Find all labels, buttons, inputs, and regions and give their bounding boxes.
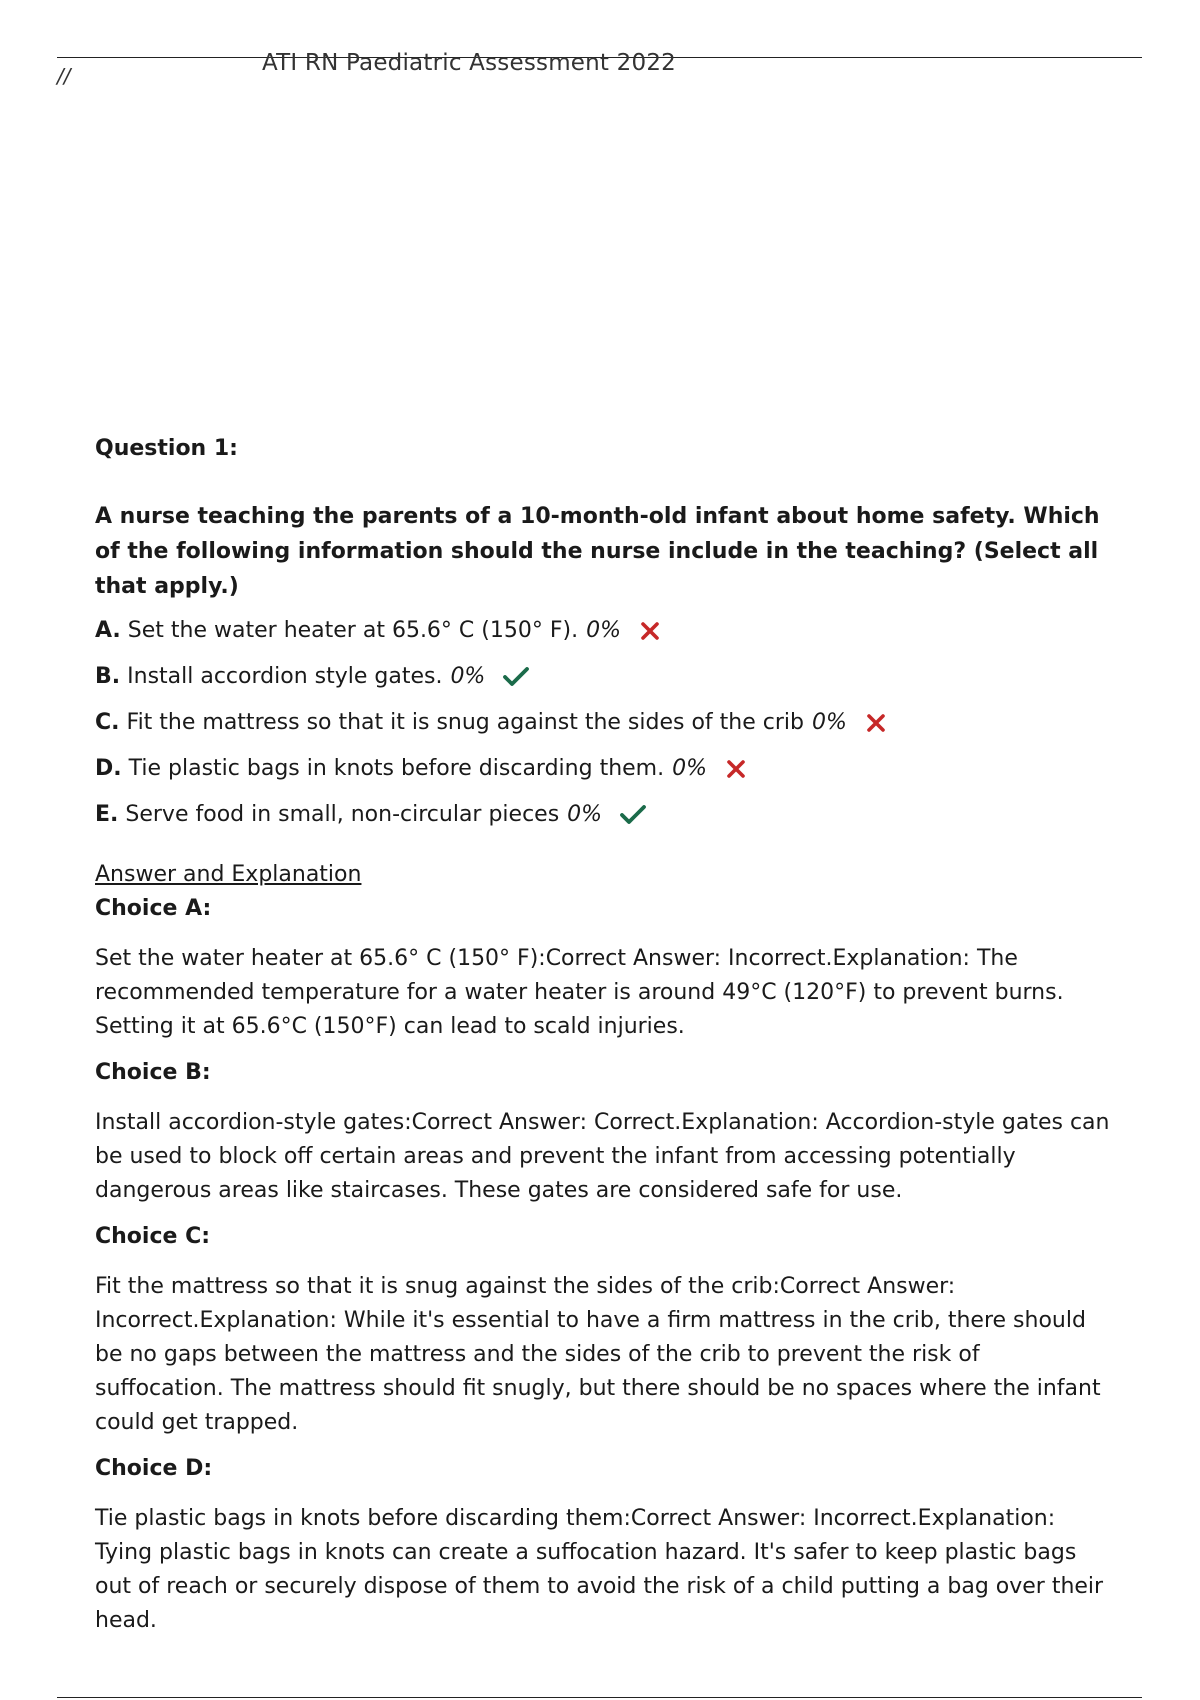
cross-icon bbox=[637, 618, 663, 644]
option-percent: 0% bbox=[672, 756, 707, 781]
option-c bbox=[95, 708, 1115, 738]
footer-rule bbox=[57, 1697, 1142, 1698]
document-title: ATI RN Paediatric Assessment 2022 bbox=[262, 50, 676, 76]
option-percent: 0% bbox=[450, 664, 486, 689]
option-letter: E. bbox=[95, 802, 119, 827]
choice-b-title: Choice B: bbox=[95, 1060, 211, 1085]
choice-c-title: Choice C: bbox=[95, 1224, 211, 1249]
options-list bbox=[95, 616, 1115, 830]
option-letter: B. bbox=[95, 664, 121, 689]
check-icon bbox=[618, 802, 644, 828]
option-text: Set the water heater at 65.6° C (150° F). bbox=[127, 618, 579, 643]
choice-b-text: Install accordion-style gates:Correct Answer: Correct.Explanation: Accordion-style gates can be used to block off certain areas and prevent the infant from accessing potentially dangerous areas like staircases. These gates are considered safe for use. bbox=[95, 1110, 1110, 1203]
option-text: Tie plastic bags in knots before discarding them. bbox=[128, 756, 665, 781]
cross-icon bbox=[723, 756, 749, 782]
option-b bbox=[95, 662, 1115, 692]
question-label: Question 1: bbox=[95, 436, 238, 461]
option-text: Install accordion style gates. bbox=[127, 664, 443, 689]
cross-icon bbox=[863, 710, 889, 736]
answer-heading: Answer and Explanation bbox=[95, 862, 362, 887]
choice-d-title: Choice D: bbox=[95, 1456, 213, 1481]
option-text: Serve food in small, non-circular pieces bbox=[125, 802, 560, 827]
option-letter: A. bbox=[95, 618, 121, 643]
option-a bbox=[95, 616, 1115, 646]
option-percent: 0% bbox=[567, 802, 603, 827]
header-marker: // bbox=[57, 64, 71, 88]
choice-c-text: Fit the mattress so that it is snug against the sides of the crib:Correct Answer: Incorrect.Explanation: While it's essential to have a firm mattress in the crib, there should be no gaps between the mattress and the sides of the crib to prevent the risk of suffocation. The mattress should fit snugly, but there should be no spaces where the infant could get trapped. bbox=[95, 1274, 1101, 1435]
question-text: A nurse teaching the parents of a 10-month-old infant about home safety. Which of the following information should the nurse include in the teaching? (Select all that apply.) bbox=[95, 504, 1100, 599]
option-e bbox=[95, 800, 1115, 830]
option-percent: 0% bbox=[586, 618, 621, 643]
choice-a-title: Choice A: bbox=[95, 896, 212, 921]
option-d bbox=[95, 754, 1115, 784]
option-percent: 0% bbox=[811, 710, 847, 735]
choice-d-text: Tie plastic bags in knots before discarding them:Correct Answer: Incorrect.Explanation: Tying plastic bags in knots can create a suffocation hazard. It's safer to keep plastic bags out of reach or securely dispose of them to avoid the risk of a child putting a bag over their head. bbox=[95, 1506, 1104, 1633]
option-text: Fit the mattress so that it is snug against the sides of the crib bbox=[126, 710, 804, 735]
option-letter: C. bbox=[95, 710, 120, 735]
check-icon bbox=[501, 664, 527, 690]
question-block bbox=[95, 436, 1115, 1652]
option-letter: D. bbox=[95, 756, 122, 781]
choice-a-text: Set the water heater at 65.6° C (150° F):Correct Answer: Incorrect.Explanation: The recommended temperature for a water heater is around 49°C (120°F) to prevent burns. Setting it at 65.6°C (150°F) can lead to scald injuries. bbox=[95, 946, 1064, 1039]
